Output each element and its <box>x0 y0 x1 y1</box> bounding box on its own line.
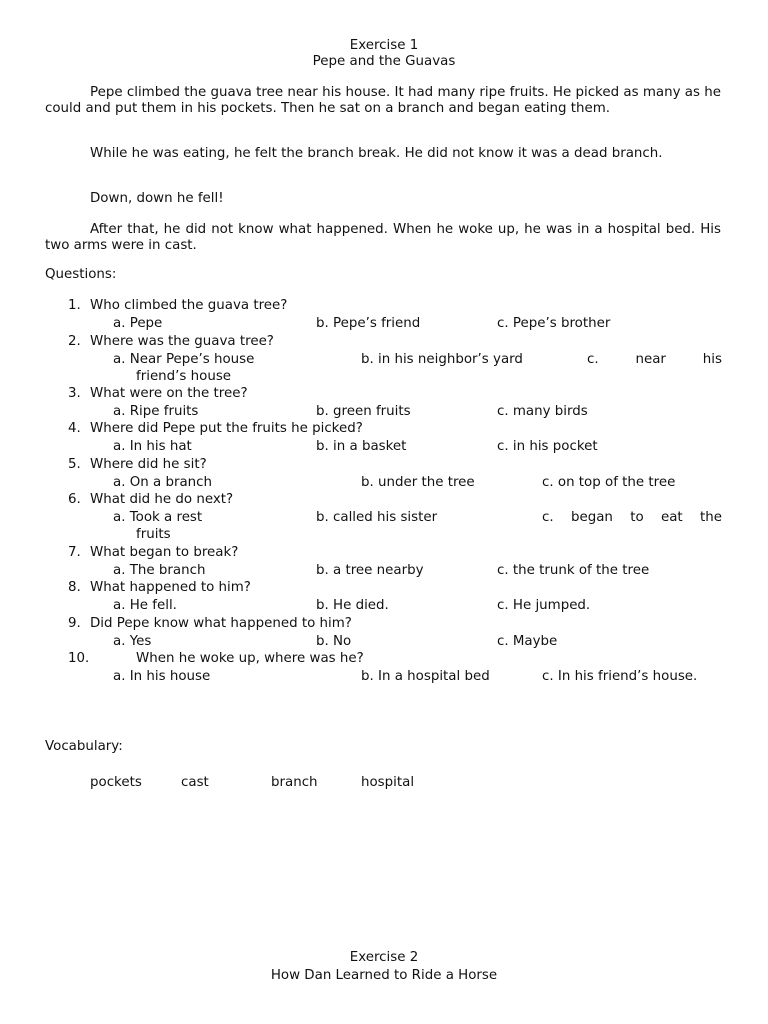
question-number: 5. <box>68 457 81 472</box>
option-a: a. Pepe <box>113 316 163 331</box>
question-number: 6. <box>68 492 81 507</box>
option-a: a. The branch <box>113 563 206 578</box>
option-c: c. the trunk of the tree <box>497 563 650 578</box>
question-text: What did he do next? <box>90 492 234 507</box>
question-number: 9. <box>68 616 81 631</box>
question-text: Who climbed the guava tree? <box>90 298 288 313</box>
option-c: c. began to eat the <box>542 510 722 525</box>
option-c: c. In his friend’s house. <box>542 669 698 684</box>
option-a: a. Ripe fruits <box>113 404 199 419</box>
question-number: 7. <box>68 545 81 560</box>
vocabulary-word: pockets <box>90 775 142 790</box>
option-a: a. On a branch <box>113 475 213 490</box>
option-b: b. In a hospital bed <box>361 669 490 684</box>
question-text: Where did Pepe put the fruits he picked? <box>90 421 363 436</box>
vocabulary-word: hospital <box>361 775 415 790</box>
option-b: b. green fruits <box>316 404 411 419</box>
option-c-continued: friend’s house <box>136 369 232 384</box>
question-text: Where did he sit? <box>90 457 207 472</box>
option-a: a. Yes <box>113 634 152 649</box>
option-b: b. in his neighbor’s yard <box>361 352 523 367</box>
option-a: a. Near Pepe’s house <box>113 352 255 367</box>
story-paragraph-2: While he was eating, he felt the branch break. He did not know it was a dead branch. <box>90 146 663 161</box>
option-b: b. a tree nearby <box>316 563 424 578</box>
question-text: Did Pepe know what happened to him? <box>90 616 352 631</box>
exercise-1-title: Pepe and the Guavas <box>312 54 456 69</box>
question-text: Where was the guava tree? <box>90 334 274 349</box>
question-number: 8. <box>68 580 81 595</box>
option-c: c. Maybe <box>497 634 558 649</box>
exercise-2-title: How Dan Learned to Ride a Horse <box>270 968 498 983</box>
option-a: a. In his house <box>113 669 211 684</box>
option-b: b. under the tree <box>361 475 475 490</box>
question-text: What happened to him? <box>90 580 251 595</box>
questions-heading: Questions: <box>45 267 117 282</box>
story-paragraph-3: Down, down he fell! <box>90 191 224 206</box>
option-c: c. He jumped. <box>497 598 591 613</box>
option-a: a. In his hat <box>113 439 192 454</box>
question-number: 1. <box>68 298 81 313</box>
exercise-2-label: Exercise 2 <box>349 950 419 965</box>
option-b: b. Pepe’s friend <box>316 316 421 331</box>
exercise-1-label: Exercise 1 <box>349 38 419 53</box>
story-paragraph-1: Pepe climbed the guava tree near his house. It had many ripe fruits. He picked as many as he could and put them in his pockets. Then he sat on a branch and began eating them. <box>45 85 721 116</box>
question-number: 10. <box>68 651 90 666</box>
question-text: When he woke up, where was he? <box>136 651 364 666</box>
option-c-continued: fruits <box>136 527 171 542</box>
option-c: c. in his pocket <box>497 439 598 454</box>
question-text: What began to break? <box>90 545 239 560</box>
vocabulary-word: branch <box>271 775 318 790</box>
question-number: 2. <box>68 334 81 349</box>
question-text: What were on the tree? <box>90 386 248 401</box>
option-c: c. on top of the tree <box>542 475 676 490</box>
option-b: b. He died. <box>316 598 389 613</box>
option-b: b. No <box>316 634 352 649</box>
option-c: c. many birds <box>497 404 588 419</box>
story-paragraph-4: After that, he did not know what happened. When he woke up, he was in a hospital bed. His two arms were in cast. <box>45 222 721 253</box>
option-c: c. Pepe’s brother <box>497 316 611 331</box>
vocabulary-word: cast <box>181 775 209 790</box>
option-a: a. He fell. <box>113 598 177 613</box>
option-b: b. called his sister <box>316 510 438 525</box>
option-a: a. Took a rest <box>113 510 203 525</box>
question-number: 3. <box>68 386 81 401</box>
vocabulary-heading: Vocabulary: <box>45 739 123 754</box>
option-c: c. near his <box>587 352 722 367</box>
option-b: b. in a basket <box>316 439 407 454</box>
question-number: 4. <box>68 421 81 436</box>
